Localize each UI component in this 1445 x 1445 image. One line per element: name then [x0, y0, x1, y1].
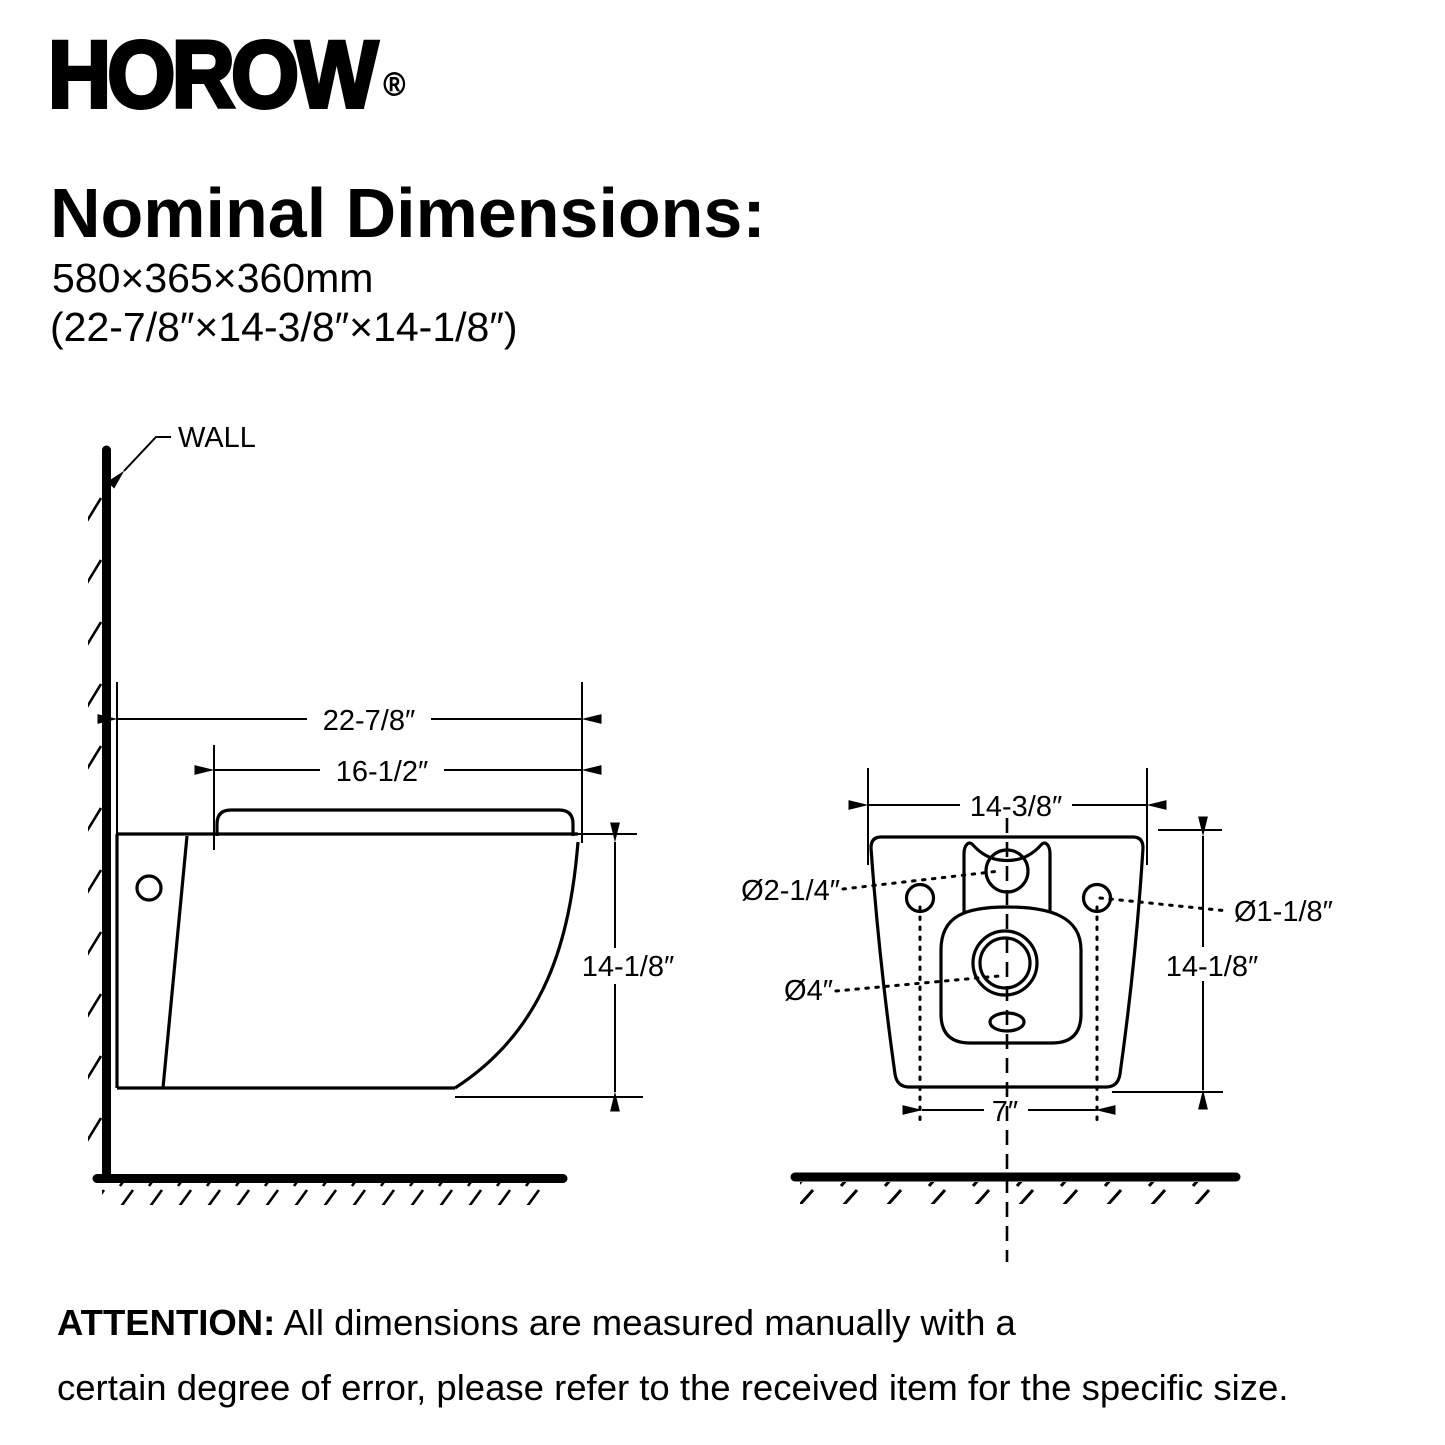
- drain-outlet-inner-circle: [980, 938, 1030, 988]
- height-dimension-label: 14-1/8″: [1165, 951, 1259, 983]
- wall-hatching: [88, 482, 105, 1176]
- front-view-diagram: [741, 768, 1333, 1262]
- inlet-diameter-label: Ø2-1/4″: [741, 875, 840, 907]
- bolt-hole-leader-line: [1100, 898, 1228, 911]
- attention-text-2: certain degree of error, please refer to the received item for the specific size.: [57, 1367, 1289, 1409]
- depth-dimension-label: 22-7/8″: [322, 705, 416, 737]
- imperial-dimensions: (22-7/8″×14-3/8″×14-1/8″): [50, 304, 518, 350]
- body-panel-line: [163, 836, 187, 1088]
- outlet-diameter-label: Ø4″: [784, 975, 833, 1007]
- metric-dimensions: 580×365×360mm: [52, 255, 374, 301]
- drain-outlet-outer-circle: [973, 931, 1037, 995]
- attention-note: [57, 1290, 1417, 1421]
- width-dimension-label: 14-3/8″: [969, 791, 1063, 823]
- attention-text-1: All dimensions are measured manually with a: [283, 1302, 1016, 1343]
- height-dimension-label: 14-1/8″: [581, 951, 675, 983]
- registered-trademark-icon: ®: [383, 66, 406, 102]
- page-title: Nominal Dimensions:: [50, 174, 766, 252]
- wall-leader-arrow: [124, 437, 171, 471]
- floor-hatching: [800, 1182, 1224, 1204]
- bolt-hole-diameter-label: Ø1-1/8″: [1234, 896, 1333, 928]
- attention-line-1: [57, 1290, 1417, 1355]
- bolt-spacing-label: 7″: [991, 1096, 1019, 1128]
- attention-line-2: [57, 1355, 1417, 1420]
- seat-dimension-label: 16-1/2″: [335, 756, 429, 788]
- toilet-front-curve: [455, 842, 578, 1088]
- inlet-leader-line: [843, 871, 1000, 889]
- side-view-diagram: [88, 422, 678, 1205]
- floor-hatching: [102, 1183, 554, 1205]
- bowl-mount-outline: [941, 907, 1081, 1043]
- brand-logo-text: HOROW: [48, 22, 375, 128]
- flush-button-circle: [137, 876, 161, 900]
- outlet-leader-line: [836, 976, 999, 991]
- seat-lid: [217, 810, 573, 836]
- wall-label: WALL: [178, 422, 256, 454]
- attention-label: ATTENTION:: [57, 1302, 276, 1343]
